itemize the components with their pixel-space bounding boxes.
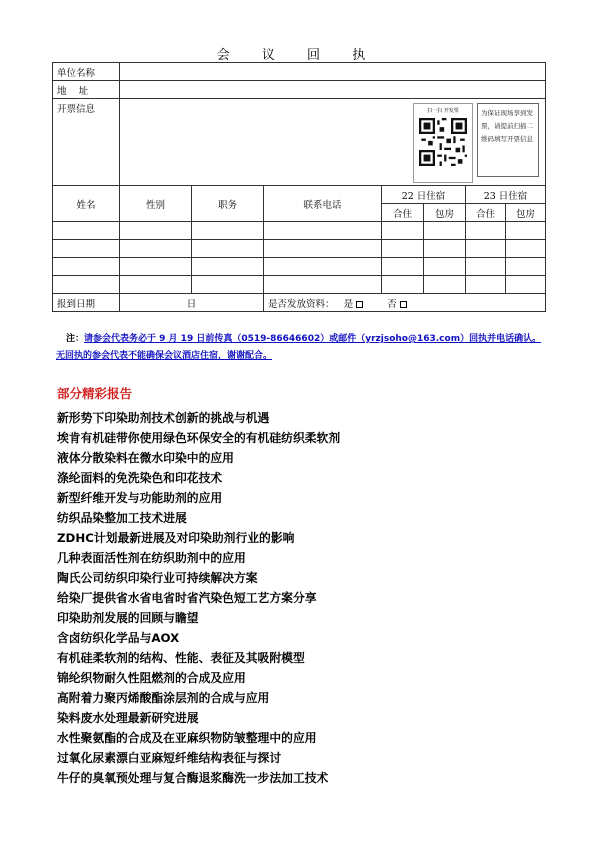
header-position: 职务 — [192, 186, 264, 222]
header-stay-22: 22 日住宿 — [382, 186, 466, 204]
registration-form — [52, 62, 546, 312]
yes-label: 是 — [343, 298, 354, 310]
talk-item: 给染厂提供省水省电省时省汽染色短工艺方案分享 — [57, 591, 317, 605]
talk-item: 埃肯有机硅带你使用绿色环保安全的有机硅纺织柔软剂 — [57, 431, 341, 445]
materials-label: 是否发放资料： — [268, 298, 335, 310]
no-label: 否 — [387, 298, 397, 310]
header-share-23: 合住 — [466, 204, 506, 222]
note-lead: 注： — [66, 334, 85, 344]
qr-instructions: 为保证现场享到发票，请提前扫描二维码填写开票信息 — [477, 103, 539, 177]
talk-item: 牛仔的臭氧预处理与复合酶退浆酶洗一步法加工技术 — [57, 771, 329, 785]
report-date-field[interactable] — [120, 294, 264, 312]
talk-list — [57, 408, 340, 788]
talk-item: 新型纤维开发与功能助剂的应用 — [57, 491, 223, 505]
talk-item: 液体分散染料在微水印染中的应用 — [57, 451, 234, 465]
note-text: 请参会代表务必于 9 月 19 日前传真（0519-86646602）或邮件（yrzjsoho@163.com）回执并电话确认。无回执的参会代表不能确保会议酒店住宿，谢谢配合。 — [56, 334, 542, 361]
qr-code-icon — [419, 118, 467, 166]
report-date-day: 日 — [186, 298, 197, 310]
form-note — [56, 331, 544, 365]
no-checkbox[interactable] — [400, 301, 407, 308]
header-share-22: 合住 — [382, 204, 424, 222]
attendee-row[interactable] — [53, 258, 546, 276]
header-single-23: 包房 — [506, 204, 546, 222]
unit-name-label: 单位名称 — [53, 63, 120, 81]
header-stay-23: 23 日住宿 — [466, 186, 546, 204]
talk-item: 有机硅柔软剂的结构、性能、表征及其吸附模型 — [57, 651, 305, 665]
header-single-22: 包房 — [424, 204, 466, 222]
qr-header: 扫一扫 开发票 — [427, 108, 459, 114]
header-name: 姓名 — [53, 186, 120, 222]
talk-item: 涤纶面料的免洗染色和印花技术 — [57, 471, 223, 485]
talk-item: 含卤纺织化学品与AOX — [57, 631, 180, 645]
form-title: 会 议 回 执 — [216, 48, 380, 63]
talk-item: 水性聚氨酯的合成及在亚麻织物防皱整理中的应用 — [57, 731, 317, 745]
attendee-row[interactable] — [53, 222, 546, 240]
invoice-label: 开票信息 — [53, 99, 120, 186]
talk-item: 染料废水处理最新研究进展 — [57, 711, 199, 725]
address-field[interactable] — [120, 81, 546, 99]
header-phone: 联系电话 — [264, 186, 382, 222]
talk-item: 锦纶织物耐久性阻燃剂的合成及应用 — [57, 671, 246, 685]
talk-item: 过氧化尿素漂白亚麻短纤维结构表征与探讨 — [57, 751, 282, 765]
section-title: 部分精彩报告 — [57, 386, 133, 401]
address-label: 地 址 — [53, 81, 120, 99]
talk-item: 新形势下印染助剂技术创新的挑战与机遇 — [57, 411, 270, 425]
talk-item: ZDHC计划最新进展及对印染助剂行业的影响 — [57, 531, 295, 545]
attendee-row[interactable] — [53, 276, 546, 294]
talk-item: 纺织品染整加工技术进展 — [57, 511, 187, 525]
talk-item: 陶氏公司纺织印染行业可持续解决方案 — [57, 571, 258, 585]
report-date-label: 报到日期 — [53, 294, 120, 312]
materials-field — [264, 294, 546, 312]
invoice-qr-card[interactable] — [413, 103, 473, 183]
talk-item: 高附着力聚丙烯酸酯涂层剂的合成与应用 — [57, 691, 270, 705]
yes-checkbox[interactable] — [356, 301, 363, 308]
talk-item: 几种表面活性剂在纺织助剂中的应用 — [57, 551, 246, 565]
talk-item: 印染助剂发展的回顾与瞻望 — [57, 611, 199, 625]
attendee-row[interactable] — [53, 240, 546, 258]
unit-name-field[interactable] — [120, 63, 546, 81]
header-gender: 性别 — [120, 186, 192, 222]
